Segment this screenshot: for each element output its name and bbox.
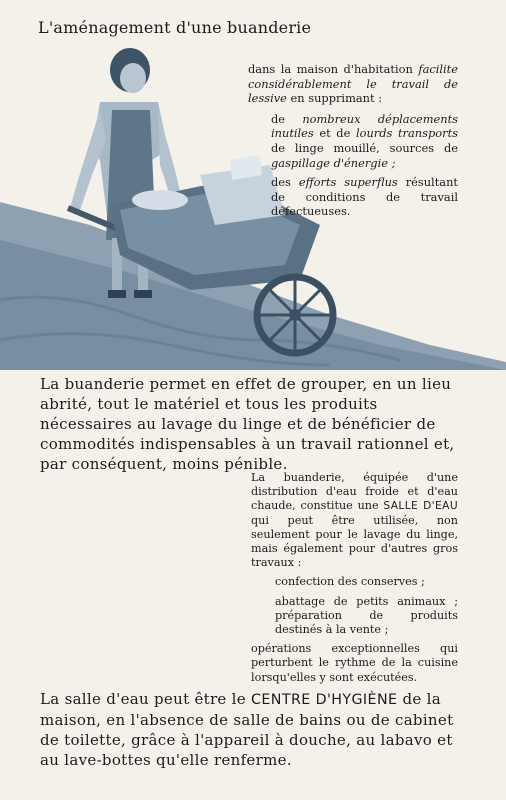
text-run-italic: gaspillage d'énergie ; <box>271 155 396 170</box>
salle-deau-caps: SALLE D'EAU <box>383 499 458 513</box>
text-run: La buanderie, équipée d'une distribution d'eau froide et d'eau chaude, constitue une <box>251 471 458 513</box>
main-paragraph-1: La buanderie permet en effet de grouper, en un lieu abrité, tout le matériel et tous les produits nécessaires au lavage du linge et de bénéficier de commodités indispensables à un travail rationnel et, par conséquent, moins pénible. <box>40 375 455 473</box>
main-paragraph-2 <box>40 689 458 770</box>
intro-item-2 <box>271 175 458 219</box>
text-run: de la maison, en l'absence de salle de bains ou de cabinet de toilette, grâce à l'appareil à douche, au labavo et au lave-bottes qu'elle renferme. <box>40 690 454 769</box>
text-run: qui peut être utilisée, non seulement pour le lavage du linge, mais également pour d'autres gros travaux : <box>251 513 458 570</box>
intro-item-1 <box>271 112 458 170</box>
centre-hygiene-caps: CENTRE D'HYGIÈNE <box>251 692 398 708</box>
aside-closing: opérations exceptionnelles qui perturbent le rythme de la cuisine lorsqu'elles y sont exécutées. <box>251 642 458 684</box>
text-run: résultant de conditions de travail défectueuses. <box>271 175 458 219</box>
text-run-italic: lourds transports <box>355 126 458 141</box>
text-run: La salle d'eau peut être le <box>40 690 252 708</box>
aside-lead <box>251 471 458 570</box>
text-run: en supprimant : <box>286 91 383 106</box>
text-run: dans la maison d'habitation <box>248 62 419 76</box>
aside-item-2: abattage de petits animaux ; préparation de produits destinés à la vente ; <box>275 594 458 637</box>
text-run-italic: efforts superflus <box>298 175 398 190</box>
text-run: et de <box>313 126 356 141</box>
aside-item-1: confection des conserves ; <box>275 575 425 589</box>
intro-text-block <box>248 62 458 224</box>
text-run-italic: nombreux déplacements inutiles <box>271 111 458 141</box>
text-run: de <box>271 111 303 126</box>
text-run-italic: facilite considérablement le travail de lessive <box>248 62 458 106</box>
aside-text-block <box>251 471 458 690</box>
page-title: L'aménagement d'une buanderie <box>38 18 312 37</box>
text-run: des <box>271 175 299 190</box>
text-run: de linge mouillé, sources de <box>271 140 458 155</box>
intro-lead <box>248 62 458 106</box>
